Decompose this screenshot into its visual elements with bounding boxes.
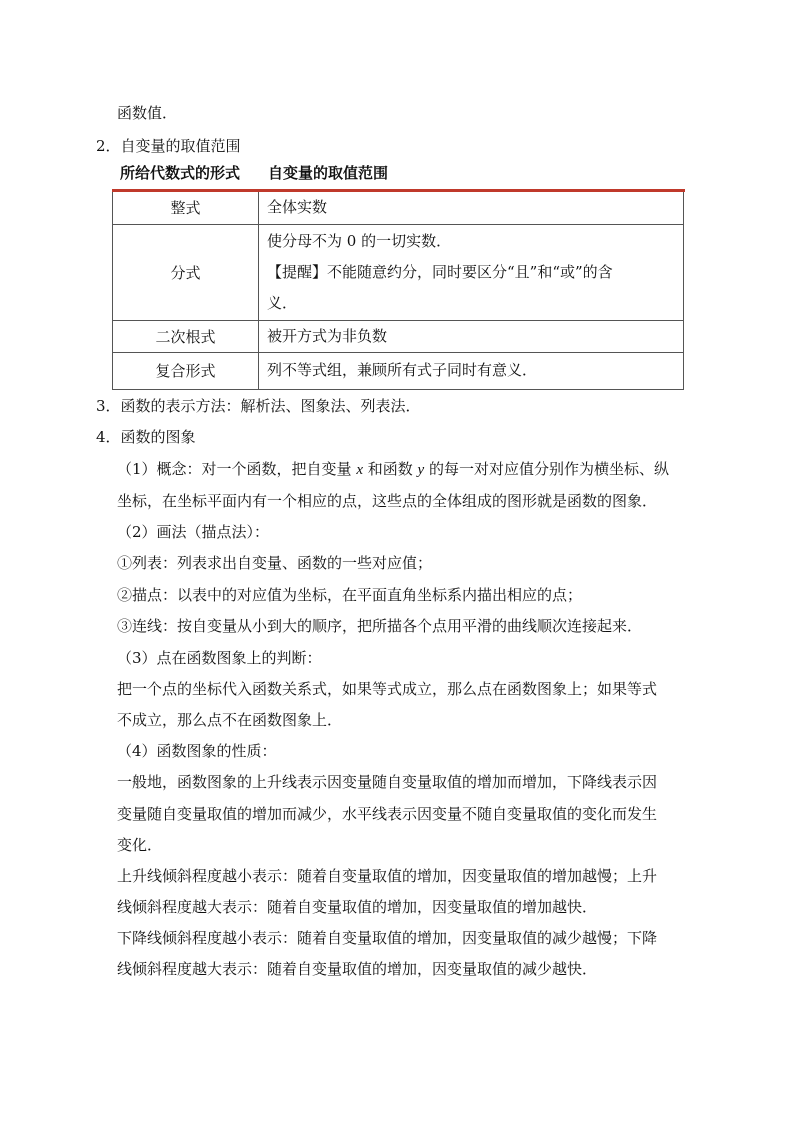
judge-line: 不成立，那么点不在函数图象上． (117, 711, 343, 729)
table-row (113, 192, 684, 224)
property-title: （4）函数图象的性质： (117, 742, 277, 760)
section-2-heading (96, 136, 241, 156)
method-step: ②描点：以表中的对应值为坐标，在平面直角坐标系内描出相应的点； (117, 586, 583, 604)
section-number: 4． (96, 428, 121, 446)
method-title: （2）画法（描点法）： (117, 523, 270, 541)
table-cell-range (259, 352, 684, 389)
range-text: 列不等式组，兼顾所有式子同时有意义． (267, 361, 538, 379)
section-title: 自变量的取值范围 (120, 137, 241, 155)
variable-y: y (417, 462, 425, 478)
property-line: 下降线倾斜程度越小表示：随着自变量取值的增加，因变量取值的减少越慢；下降 (117, 929, 658, 947)
property-line: 线倾斜程度越大表示：随着自变量取值的增加，因变量取值的增加越快． (117, 898, 598, 916)
table-cell-form: 二次根式 (113, 320, 259, 352)
table-cell-form: 整式 (113, 192, 259, 224)
table-header-form: 所给代数式的形式 (120, 164, 241, 182)
reminder-text: 义． (267, 293, 298, 312)
section-number: 2． (96, 137, 121, 155)
table-header-range: 自变量的取值范围 (268, 164, 389, 182)
text: 和函数 (363, 460, 418, 478)
table-header (120, 162, 388, 183)
table-cell-range (259, 224, 684, 320)
property-line: 变化． (117, 836, 163, 854)
property-line: 上升线倾斜程度越小表示：随着自变量取值的增加，因变量取值的增加越慢；上升 (117, 867, 658, 885)
property-line: 一般地，函数图象的上升线表示因变量随自变量取值的增加而增加，下降线表示因 (117, 773, 658, 791)
table-cell-form: 复合形式 (113, 352, 259, 389)
judge-line: 把一个点的坐标代入函数关系式，如果等式成立，那么点在函数图象上；如果等式 (117, 680, 658, 698)
table-row (113, 224, 684, 320)
property-line: 线倾斜程度越大表示：随着自变量取值的增加，因变量取值的减少越快． (117, 960, 598, 978)
table-row (113, 320, 684, 352)
reminder-text: 【提醒】不能随意约分，同时要区分“且”和“或”的含 (267, 262, 613, 281)
section-text: 函数的表示方法：解析法、图象法、列表法． (120, 397, 421, 415)
continued-text: 函数值． (117, 104, 178, 122)
section-3 (96, 396, 421, 416)
concept-line-1 (117, 459, 669, 480)
table-cell-range (259, 320, 684, 352)
variable-x: x (356, 462, 363, 478)
section-title: 函数的图象 (120, 428, 196, 446)
text: 的每一对对应值分别作为横坐标、纵 (424, 460, 669, 478)
table-row (113, 352, 684, 389)
section-4-heading (96, 427, 196, 447)
section-number: 3． (96, 397, 121, 415)
range-text: 被开方式为非负数 (267, 326, 388, 345)
concept-line-2: 坐标，在坐标平面内有一个相应的点，这些点的全体组成的图形就是函数的图象． (117, 492, 658, 510)
text: （1）概念：对一个函数，把自变量 (117, 460, 357, 478)
table-cell-range (259, 192, 684, 224)
table-cell-form: 分式 (113, 224, 259, 320)
domain-table (112, 192, 684, 390)
method-step: ③连线：按自变量从小到大的顺序，把所描各个点用平滑的曲线顺次连接起来． (117, 617, 643, 635)
judge-title: （3）点在函数图象上的判断： (117, 649, 322, 667)
range-text: 使分母不为 0 的一切实数． (267, 231, 452, 250)
property-line: 变量随自变量取值的增加而减少，水平线表示因变量不随自变量取值的变化而发生 (117, 805, 658, 823)
range-text: 全体实数 (267, 198, 328, 217)
method-step: ①列表：列表求出自变量、函数的一些对应值； (117, 554, 433, 572)
